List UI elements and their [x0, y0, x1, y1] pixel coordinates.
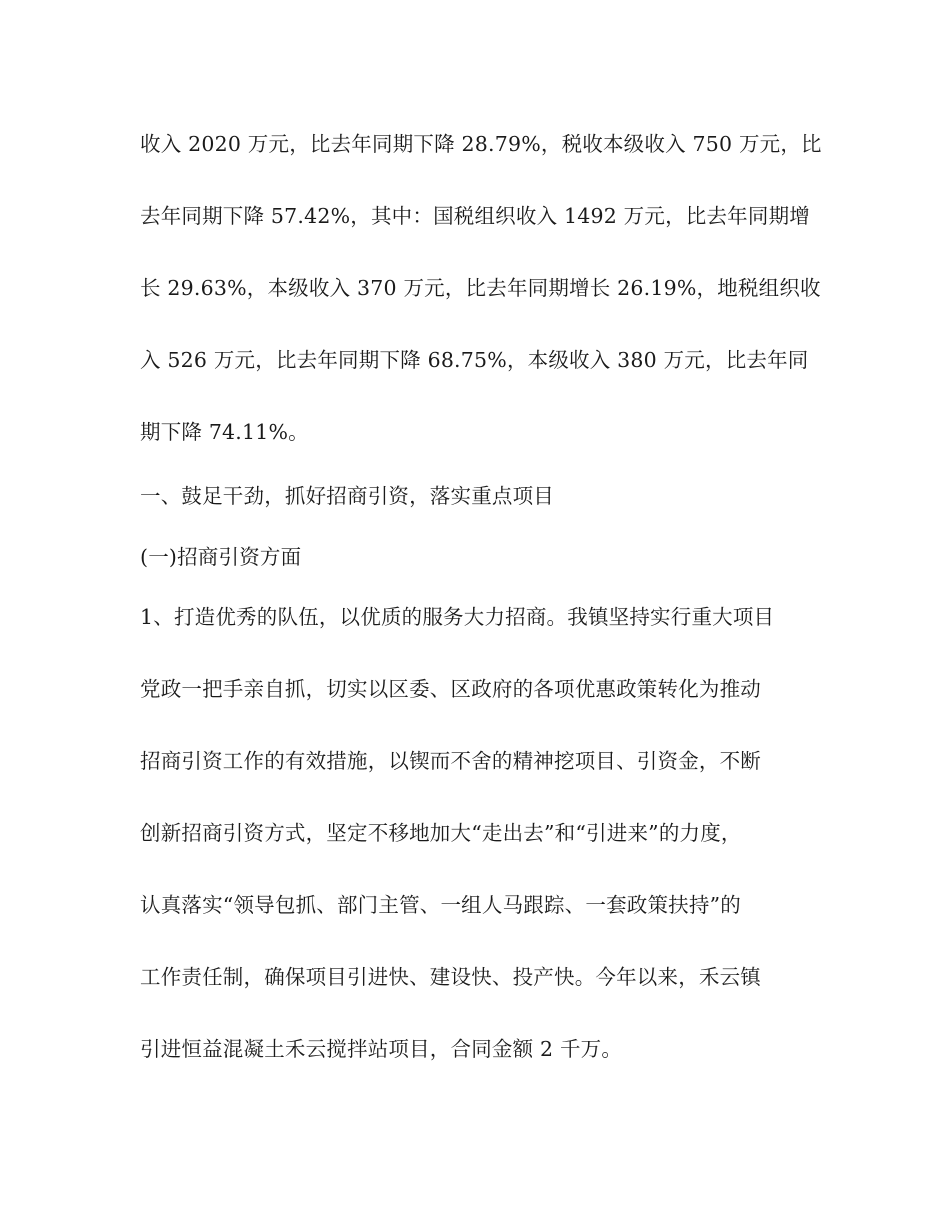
- section-heading: 一、鼓足干劲，抓好招商引资，落实重点项目: [140, 484, 554, 508]
- subsection-heading: (一)招商引资方面: [140, 545, 302, 569]
- paragraph-1-line-1: 收入 2020 万元，比去年同期下降 28.79%，税收本级收入 750 万元，比: [140, 132, 822, 156]
- paragraph-1-line-2: 去年同期下降 57.42%，其中：国税组织收入 1492 万元，比去年同期增: [140, 204, 810, 228]
- paragraph-2-line-2: 党政一把手亲自抓，切实以区委、区政府的各项优惠政策转化为推动: [140, 677, 761, 701]
- paragraph-2-line-7: 引进恒益混凝土禾云搅拌站项目，合同金额 2 千万。: [140, 1037, 623, 1061]
- paragraph-1-line-5: 期下降 74.11%。: [140, 420, 309, 444]
- paragraph-1-line-3: 长 29.63%，本级收入 370 万元，比去年同期增长 26.19%，地税组织收: [140, 276, 821, 300]
- paragraph-2-line-5: 认真落实“领导包抓、部门主管、一组人马跟踪、一套政策扶持”的: [140, 893, 741, 917]
- paragraph-2-line-1: 1、打造优秀的队伍，以优质的服务大力招商。我镇坚持实行重大项目: [140, 605, 775, 629]
- paragraph-2-line-6: 工作责任制，确保项目引进快、建设快、投产快。今年以来，禾云镇: [140, 965, 761, 989]
- paragraph-1-line-4: 入 526 万元，比去年同期下降 68.75%，本级收入 380 万元，比去年同: [140, 348, 809, 372]
- paragraph-2-line-3: 招商引资工作的有效措施，以锲而不舍的精神挖项目、引资金，不断: [140, 749, 761, 773]
- paragraph-2-line-4: 创新招商引资方式，坚定不移地加大“走出去”和“引进来”的力度，: [140, 821, 742, 845]
